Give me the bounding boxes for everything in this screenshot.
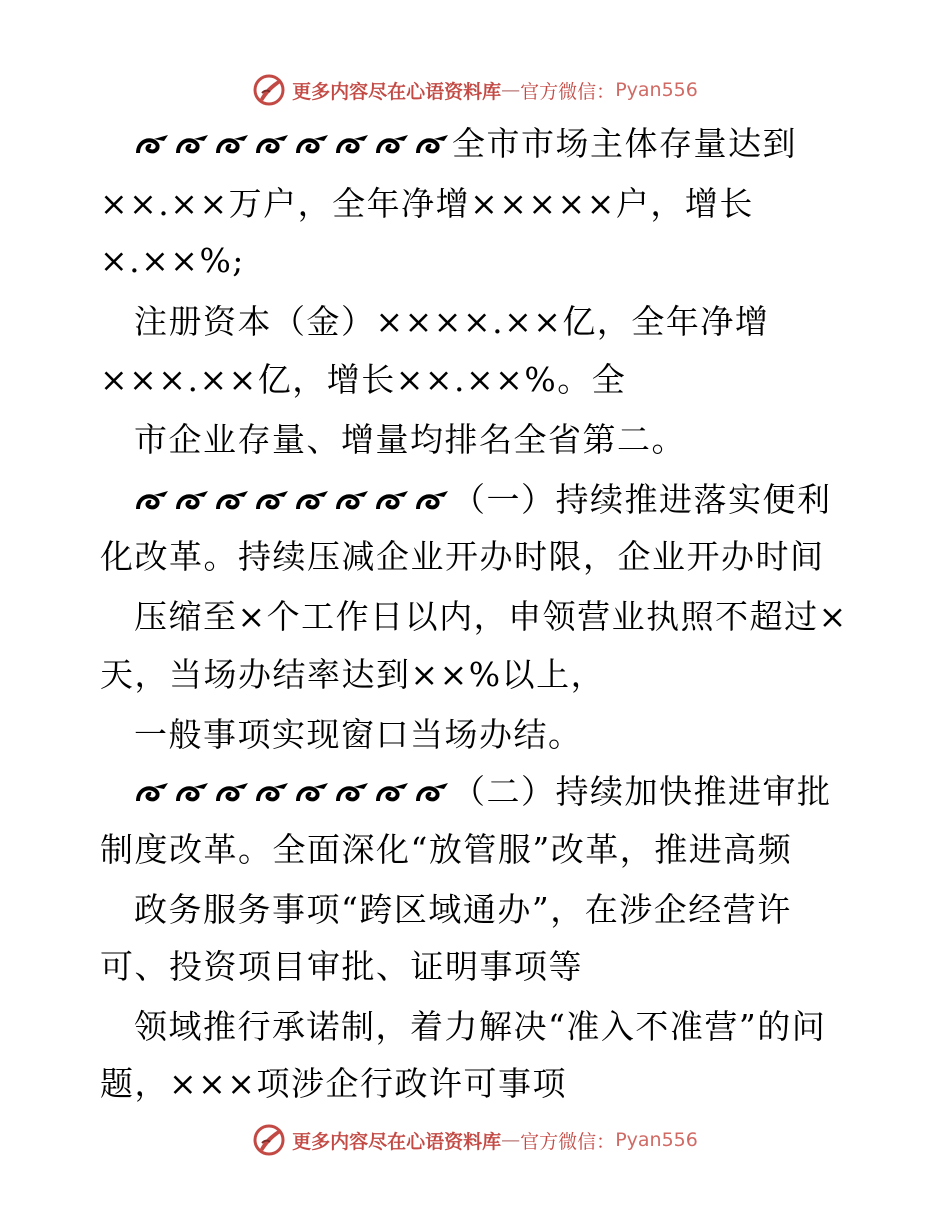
text-line-14: 政务服务事项“跨区域通办”，在涉企经营许 bbox=[134, 890, 792, 929]
ornament-icon bbox=[134, 131, 452, 161]
brush-logo-icon bbox=[252, 1123, 286, 1157]
text-line-17: 题，×××项涉企行政许可事项 bbox=[100, 1064, 567, 1103]
text-line-2: ××.××万户，全年净增×××××户，增长 bbox=[100, 184, 754, 223]
banner-wechat-id: Pyan556 bbox=[615, 1129, 698, 1151]
text-line-11: 一般事项实现窗口当场办结。 bbox=[134, 715, 583, 754]
ornament-icon bbox=[134, 487, 452, 517]
text-line-16: 领域推行承诺制，着力解决“准入不准营”的问 bbox=[134, 1007, 827, 1046]
banner-title: 更多内容尽在心语资料库 bbox=[292, 80, 502, 103]
banner-separator: — bbox=[501, 79, 521, 101]
text-segment: （二）持续加快推进审批 bbox=[452, 772, 832, 811]
text-line-12 bbox=[134, 772, 832, 812]
text-line-3: ×.××%; bbox=[100, 241, 245, 280]
text-line-1 bbox=[134, 124, 797, 164]
text-line-15: 可、投资项目审批、证明事项等 bbox=[100, 947, 583, 986]
text-line-9: 压缩至×个工作日以内，申领营业执照不超过× bbox=[134, 597, 848, 636]
banner-title: 更多内容尽在心语资料库 bbox=[292, 1130, 502, 1153]
text-line-4: 注册资本（金）××××.××亿，全年净增 bbox=[134, 302, 770, 341]
text-segment: （一）持续推进落实便利 bbox=[452, 480, 832, 519]
text-line-6: 市企业存量、增量均排名全省第二。 bbox=[134, 420, 686, 459]
text-line-5: ×××.××亿，增长××.××%。全 bbox=[100, 360, 627, 399]
text-segment: 全市市场主体存量达到 bbox=[452, 124, 797, 163]
text-line-10: 天，当场办结率达到××%以上， bbox=[100, 655, 606, 694]
banner-separator: — bbox=[501, 1129, 521, 1151]
footer-watermark bbox=[0, 1120, 950, 1160]
text-line-13: 制度改革。全面深化“放管服”改革，推进高频 bbox=[100, 830, 793, 869]
brush-logo-icon bbox=[252, 73, 286, 107]
header-watermark bbox=[0, 70, 950, 110]
ornament-icon bbox=[134, 779, 452, 809]
banner-wechat-label: 官方微信： bbox=[520, 1130, 616, 1153]
text-line-8: 化改革。持续压减企业开办时限，企业开办时间 bbox=[100, 537, 825, 576]
banner-wechat-id: Pyan556 bbox=[615, 79, 698, 101]
text-line-7 bbox=[134, 480, 832, 520]
banner-wechat-label: 官方微信： bbox=[520, 80, 616, 103]
